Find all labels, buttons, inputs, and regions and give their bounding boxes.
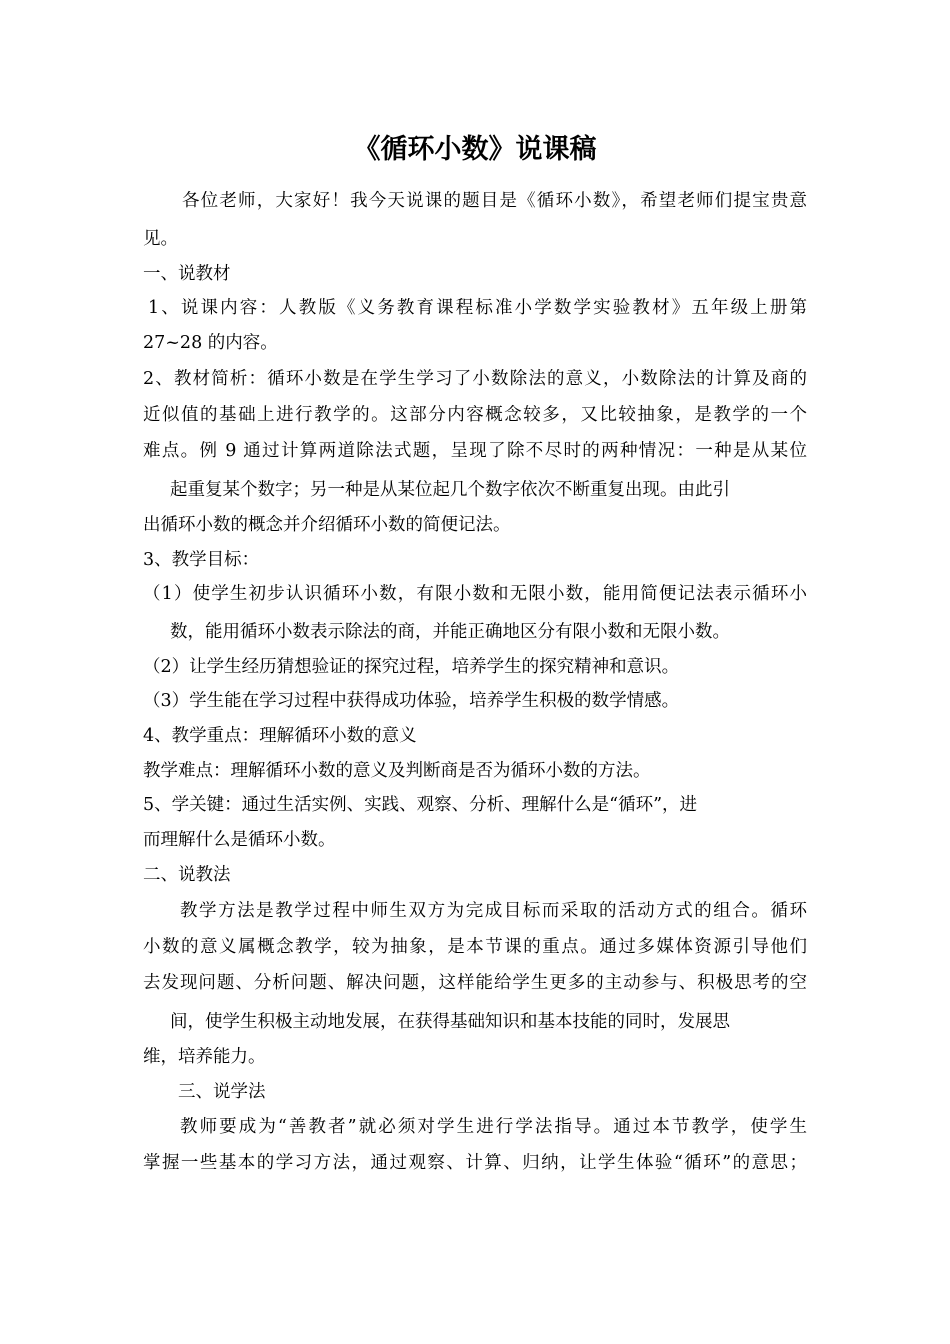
paragraph-line: 难点。例 9 通过计算两道除法式题，呈现了除不尽时的两种情况：一种是从某位 [143, 441, 807, 461]
paragraph-line: 掌握一些基本的学习方法，通过观察、计算、归纳，让学生体验“循环”的意思； [143, 1153, 807, 1173]
paragraph-line: 各位老师，大家好！我今天说课的题目是《循环小数》，希望老师们提宝贵意 [182, 191, 807, 211]
paragraph-line: 维，培养能力。 [143, 1047, 266, 1067]
section-heading: 一、说教材 [143, 264, 231, 284]
section-heading: 三、说学法 [178, 1082, 266, 1102]
paragraph-line: 5、学关键：通过生活实例、实践、观察、分析、理解什么是“循环”，进 [143, 795, 698, 815]
paragraph-line: （1）使学生初步认识循环小数，有限小数和无限小数，能用简便记法表示循环小 [143, 584, 807, 604]
paragraph-line: （3）学生能在学习过程中获得成功体验，培养学生积极的数学情感。 [143, 691, 680, 711]
paragraph-line: 教学难点：理解循环小数的意义及判断商是否为循环小数的方法。 [143, 761, 651, 781]
paragraph-line: 27~28 的内容。 [143, 333, 278, 353]
paragraph-line: 2、教材简析：循环小数是在学生学习了小数除法的意义，小数除法的计算及商的 [143, 369, 807, 389]
paragraph-line: （2）让学生经历猜想验证的探究过程，培养学生的探究精神和意识。 [143, 657, 680, 677]
paragraph-line: 去发现问题、分析问题、解决问题，这样能给学生更多的主动参与、积极思考的空 [143, 973, 807, 993]
paragraph-line: 3、教学目标： [143, 550, 260, 570]
paragraph-line: 起重复某个数字；另一种是从某位起几个数字依次不断重复出现。由此引 [170, 480, 730, 500]
paragraph-line: 见。 [143, 229, 178, 249]
section-heading: 二、说教法 [143, 865, 231, 885]
paragraph-line: 而理解什么是循环小数。 [143, 830, 336, 850]
paragraph-line: 间，使学生积极主动地发展，在获得基础知识和基本技能的同时，发展思 [170, 1012, 730, 1032]
document-title: 《循环小数》说课稿 [353, 134, 597, 165]
paragraph-line: 出循环小数的概念并介绍循环小数的简便记法。 [143, 515, 511, 535]
paragraph-line: 教师要成为“善教者”就必须对学生进行学法指导。通过本节教学，使学生 [180, 1117, 807, 1137]
paragraph-line: 4、教学重点：理解循环小数的意义 [143, 726, 417, 746]
paragraph-line: 近似值的基础上进行教学的。这部分内容概念较多，又比较抽象，是教学的一个 [143, 405, 807, 425]
paragraph-line: 小数的意义属概念教学，较为抽象，是本节课的重点。通过多媒体资源引导他们 [143, 937, 807, 957]
paragraph-line: 教学方法是教学过程中师生双方为完成目标而采取的活动方式的组合。循环 [180, 901, 807, 921]
paragraph-line: 数，能用循环小数表示除法的商，并能正确地区分有限小数和无限小数。 [170, 622, 730, 642]
paragraph-line: 1、说课内容：人教版《义务教育课程标准小学数学实验教材》五年级上册第 [148, 298, 807, 318]
